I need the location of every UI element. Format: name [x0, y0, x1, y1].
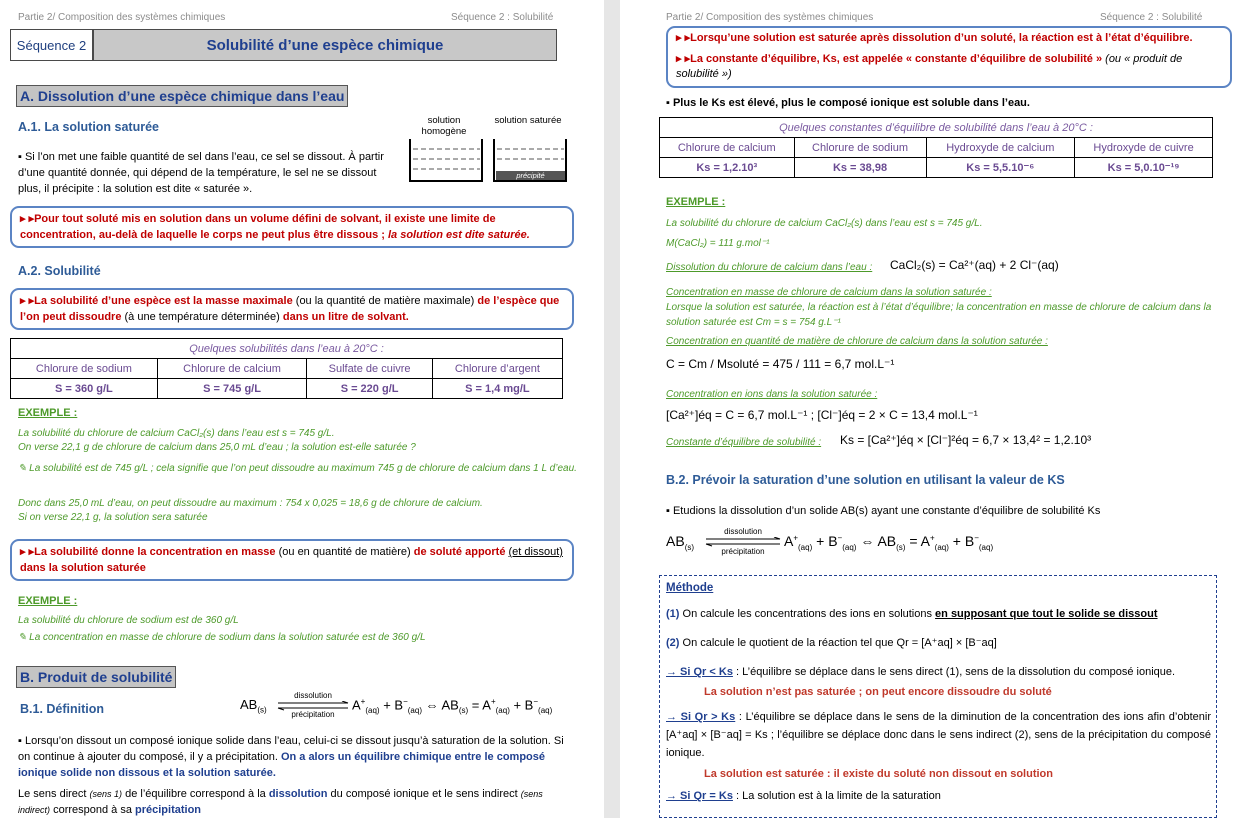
example-3-line-6: Concentration en quantité de matière de chlorure de calcium dans la solution saturée : — [666, 336, 1048, 347]
b1-paragraph-2: Le sens direct (sens 1) de l’équilibre correspond à la dissolution du composé ionique et le sens indirect (sens indirect) correspond à sa précipitation — [18, 788, 543, 816]
key-point-box-3: ▸ ▸La solubilité donne la concentration en masse (ou en quantité de matière) de soluté apporté (et dissout) dans la solution saturée — [10, 539, 574, 581]
table-cell: Ks = 1,2.10³ — [660, 158, 795, 178]
header-left: Partie 2/ Composition des systèmes chimiques — [666, 12, 874, 23]
header-left: Partie 2/ Composition des systèmes chimiques — [18, 12, 226, 23]
method-case-greater: → Si Qr > Ks : L’équilibre se déplace dans le sens de la diminution de la concentration des ions afin d’obtenir [A⁺aq] × [B⁻aq] = Ks ; l’équilibre se déplace donc dans le sens indirect (2), sens de la précipitation du composé ionique. — [666, 711, 1211, 759]
table-caption: Quelques solubilités dans l’eau à 20°C : — [11, 339, 563, 359]
b2-heading: B.2. Prévoir la saturation d’une solution en utilisant la valeur de KS — [666, 473, 1065, 487]
dissolution-equation-2: $AB_{(s)}$ dissolution précipitation $A^+_{(aq)} + B^-_{(aq)}$ ⇔ $AB_{(s)} = A^+_{(aq)} + B^-_{(aq)}$ — [666, 527, 994, 556]
precipitate-label: précipité — [516, 171, 545, 180]
equilibrium-arrow — [704, 537, 782, 547]
table-head: Chlorure d’argent — [432, 359, 562, 379]
example-3-equation-3: [Ca²⁺]éq = C = 6,7 mol.L⁻¹ ; [Cl⁻]éq = 2 × C = 13,4 mol.L⁻¹ — [666, 408, 978, 422]
example-1-line-3: ✎ La solubilité est de 745 g/L ; cela signifie que l’on peut dissoudre au maximum 745 g de chlorure de calcium dans 1 L d’eau. — [18, 463, 577, 474]
method-title: Méthode — [666, 582, 714, 594]
b1-paragraph-1: ▪ Lorsqu’on dissout un composé ionique solide dans l’eau, celui-ci se dissout jusqu’à saturation de la solution. Si on continue à ajouter du composé, il y a précipitation. On a alors un équilibre chimique entre le composé ionique solide non dissous et la solution saturée. — [18, 735, 564, 779]
arrow-label-top: dissolution — [724, 527, 762, 536]
beakers-illustration — [404, 113, 570, 185]
ks-statement: ▪ Plus le Ks est élevé, plus le composé ionique est soluble dans l’eau. — [666, 97, 1030, 109]
example-3-line-2: M(CaCl₂) = 111 g.mol⁻¹ — [666, 238, 770, 249]
table-cell: S = 1,4 mg/L — [432, 379, 562, 399]
dissolution-equation-1: $AB_{(s)}$ dissolution précipitation $A^+_{(aq)} + B^-_{(aq)}$ ⇔ $AB_{(s)} = A^+_{(aq)} + B^-_{(aq)}$ — [240, 691, 553, 719]
section-a-heading: A. Dissolution d’une espèce chimique dans l’eau — [16, 85, 348, 107]
method-step-1: (1) On calcule les concentrations des ions en solutions en supposant que tout le solide se dissout — [666, 608, 1158, 620]
table-head: Chlorure de sodium — [794, 138, 926, 158]
beaker-2-label: solution saturée — [494, 115, 562, 126]
table-head: Hydroxyde de cuivre — [1075, 138, 1213, 158]
example-3-line-3: Dissolution du chlorure de calcium dans l’eau : — [666, 262, 873, 273]
arrow-label-bottom: précipitation — [291, 710, 335, 719]
table-head: Chlorure de calcium — [660, 138, 795, 158]
key-point-box-2: ▸ ▸La solubilité d’une espèce est la masse maximale (ou la quantité de matière maximale) de l’espèce que l’on peut dissoudre (à une température déterminée) dans un litre de solvant. — [10, 288, 574, 330]
page-title: Solubilité d’une espèce chimique — [94, 30, 556, 60]
example-3-equation-1: CaCl₂(s) = Ca²⁺(aq) + 2 Cl⁻(aq) — [890, 258, 1059, 272]
table-caption: Quelques constantes d’équilibre de solubilité dans l’eau à 20°C : — [660, 118, 1213, 138]
header-right: Séquence 2 : Solubilité — [1100, 12, 1203, 23]
example-3-equation-2: C = Cm / Msoluté = 475 / 111 = 6,7 mol.L⁻¹ — [666, 357, 895, 371]
example-2-line-2: ✎ La concentration en masse de chlorure de sodium dans la solution saturée est de 360 g/L — [18, 632, 426, 643]
example-1-line-5: Si on verse 22,1 g, la solution sera saturée — [18, 512, 208, 523]
table-head: Hydroxyde de calcium — [926, 138, 1075, 158]
table-cell: S = 745 g/L — [157, 379, 307, 399]
example-3-line-4: Concentration en masse de chlorure de calcium dans la solution saturée : — [666, 287, 992, 298]
table-cell: Ks = 38,98 — [794, 158, 926, 178]
b1-heading: B.1. Définition — [20, 702, 105, 716]
table-head: Chlorure de sodium — [11, 359, 158, 379]
a1-heading: A.1. La solution saturée — [18, 120, 160, 134]
example-3-line-1: La solubilité du chlorure de calcium CaCl₂(s) dans l’eau est s = 745 g/L. — [666, 218, 983, 229]
method-case-equal: → Si Qr = Ks : La solution est à la limite de la saturation — [666, 790, 941, 802]
method-case-greater-result: La solution est saturée : il existe du soluté non dissout en solution — [704, 768, 1053, 780]
example-1-line-4: Donc dans 25,0 mL d’eau, on peut dissoudre au maximum : 754 x 0,025 = 18,6 g de chlorure de calcium. — [18, 498, 483, 509]
table-cell: Ks = 5,0.10⁻¹⁹ — [1075, 158, 1213, 178]
example-1-line-2: On verse 22,1 g de chlorure de calcium dans 25,0 mL d’eau ; la solution est-elle saturée ? — [18, 442, 416, 453]
table-head: Chlorure de calcium — [157, 359, 307, 379]
table-cell: Ks = 5,5.10⁻⁶ — [926, 158, 1075, 178]
table-cell: S = 220 g/L — [307, 379, 433, 399]
arrow-label-bottom: précipitation — [721, 547, 765, 556]
example-1-title: EXEMPLE : — [18, 407, 78, 419]
solubility-table — [10, 338, 563, 399]
example-3-line-7: Concentration en ions dans la solution saturée : — [666, 389, 878, 400]
key-point-box-4: ▸ ▸Lorsqu’une solution est saturée après dissolution d’un soluté, la réaction est à l’état d’équilibre. ▸ ▸La constante d’équilibre, Ks, est appelée « constante d’équilibre de solubilité » (ou « produit de solubilité ») — [666, 26, 1232, 88]
table-head: Sulfate de cuivre — [307, 359, 433, 379]
page-1 — [0, 0, 604, 818]
example-2-title: EXEMPLE : — [18, 595, 78, 607]
ks-table — [659, 117, 1213, 178]
example-2-line-1: La solubilité du chlorure de sodium est de 360 g/L — [18, 615, 239, 626]
method-step-2: (2) On calcule le quotient de la réaction tel que Qr = [A⁺aq] × [B⁻aq] — [666, 637, 997, 649]
example-3-equation-4: Ks = [Ca²⁺]éq × [Cl⁻]²éq = 6,7 × 13,4² = 1,2.10³ — [840, 433, 1092, 447]
method-box — [659, 575, 1217, 818]
section-b-heading: B. Produit de solubilité — [16, 666, 176, 688]
method-case-less: → Si Qr < Ks : L’équilibre se déplace dans le sens direct (1), sens de la dissolution du composé ionique. — [666, 666, 1176, 678]
b2-text: ▪ Etudions la dissolution d’un solide AB(s) ayant une constante d’équilibre de solubilité Ks — [666, 505, 1101, 517]
a1-text: ▪ Si l’on met une faible quantité de sel dans l’eau, ce sel se dissout. À partir d’une quantité donnée, qui dépend de la température, le sel ne se dissout plus, il précipite : la solution est dite « saturée ». — [18, 151, 384, 195]
key-point-box-1: ▸ ▸Pour tout soluté mis en solution dans un volume défini de solvant, il existe une limite de concentration, au-delà de laquelle le corps ne peut plus être dissous ; la solution est dite saturée. — [10, 206, 574, 248]
page-gap — [604, 0, 620, 818]
example-3-line-8: Constante d’équilibre de solubilité : — [666, 437, 822, 448]
beaker-1-label: solution homogène — [421, 115, 467, 137]
arrow-label-top: dissolution — [294, 691, 332, 700]
sequence-title-box — [10, 29, 557, 61]
example-3-title: EXEMPLE : — [666, 196, 726, 208]
method-case-less-result: La solution n’est pas saturée ; on peut encore dissoudre du soluté — [704, 686, 1052, 698]
example-3-line-5: Lorsque la solution est saturée, la réaction est à l’état d’équilibre; la concentration en masse de chlorure de calcium dans la solution saturée est Cm = s = 754 g.L⁻¹ — [666, 302, 1212, 328]
header-right: Séquence 2 : Solubilité — [451, 12, 554, 23]
table-cell: S = 360 g/L — [11, 379, 158, 399]
a2-heading: A.2. Solubilité — [18, 264, 101, 278]
example-1-line-1: La solubilité du chlorure de calcium CaCl₂(s) dans l’eau est s = 745 g/L. — [18, 428, 335, 439]
sequence-number: Séquence 2 — [11, 30, 94, 60]
